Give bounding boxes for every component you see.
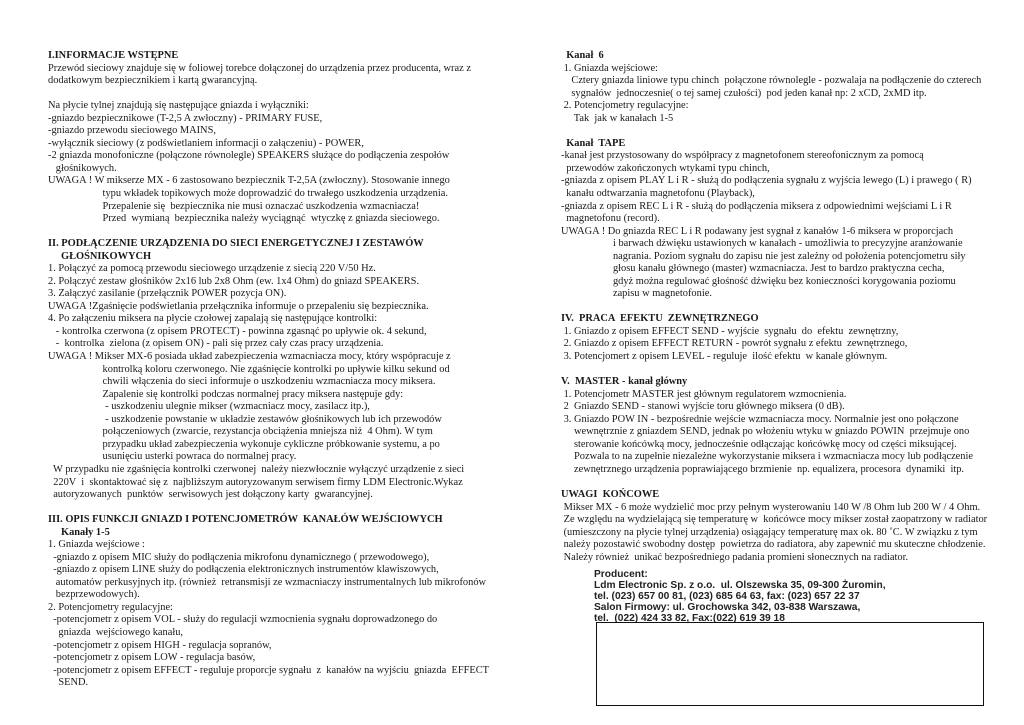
text-line: zapisu w magnetofonie. bbox=[561, 288, 712, 300]
text-line: Przewód sieciowy znajduje się w foliowej torebce dołączonej do urządzenia przez producenta, wraz z bbox=[48, 62, 471, 74]
text-line bbox=[561, 125, 1011, 138]
stamp-line: tel. (022) 424 33 82, Fax:(022) 619 39 18 bbox=[594, 612, 785, 624]
text-line: UWAGA ! Do gniazda REC L i R podawany jest sygnał z kanałów 1-6 miksera w proporcjach bbox=[561, 225, 954, 237]
right-column bbox=[561, 50, 1011, 564]
text-line: (umieszczony na płycie tylnej urządzenia) osiągający temperaturę max ok. 80 ˚C. W związku z tym bbox=[561, 526, 978, 538]
text-line: UWAGA ! Mikser MX-6 posiada układ zabezpieczenia wzmacniacza mocy, który wspópracuje z bbox=[48, 351, 451, 363]
text-line: 1. Gniazda wejściowe: bbox=[561, 62, 658, 74]
text-line bbox=[561, 301, 1011, 314]
text-line: 2. Połączyć zestaw głośników 2x16 lub 2x8 Ohm (ew. 1x4 Ohm) do gniazd SPEAKERS. bbox=[48, 275, 420, 287]
text-line: chwili włączenia do sieci informuje o uszkodzeniu wzmacniacza mocy miksera. bbox=[48, 376, 436, 388]
text-line bbox=[48, 226, 536, 239]
text-line: usunięciu usterki powraca do normalnej pracy. bbox=[48, 451, 297, 463]
stamp-line: Ldm Electronic Sp. z o.o. ul. Olszewska 35, 09-300 Żuromin, bbox=[594, 579, 886, 591]
text-line: -gniazdo bezpiecznikowe (T-2,5 A zwłoczny) - PRIMARY FUSE, bbox=[48, 112, 323, 124]
text-line: Należy również unikać bezpośredniego padania promieni słonecznych na radiator. bbox=[561, 551, 909, 563]
text-line: przypadku układ zabezpieczenia wykonuje cykliczne próbkowanie systemu, a po bbox=[48, 438, 440, 450]
text-line: 2. Potencjometry regulacyjne: bbox=[48, 601, 173, 613]
text-line: 2 Gniazdo SEND - stanowi wyjście toru głównego miksera (0 dB). bbox=[561, 401, 845, 413]
text-line: 3. Załączyć zasilanie (przełącznik POWER pozycja ON). bbox=[48, 288, 287, 300]
producer-stamp bbox=[594, 570, 970, 625]
section-heading: Kanał 6 bbox=[561, 50, 604, 61]
text-line: 1. Gniazdo z opisem EFFECT SEND - wyjście sygnału do efektu zewnętrzny, bbox=[561, 325, 899, 337]
text-line: nagrania. Poziom sygnału do zapisu nie jest zależny od położenia potencjometru siły bbox=[561, 250, 966, 262]
text-line: dodatkowym bezpiecznikiem i kartą gwarancyjną. bbox=[48, 75, 258, 87]
text-line bbox=[48, 88, 536, 101]
text-line: głosu kanału głównego (master) wzmacniacza. Jest to bardzo praktyczna cecha, bbox=[561, 263, 945, 275]
text-line: 220V i skontaktować się z najbliższym autoryzowanym serwisem firmy LDM Electronic.Wykaz bbox=[48, 476, 463, 488]
text-line: -potencjometr z opisem VOL - służy do regulacji wzmocnienia sygnału doprowadzonego do bbox=[48, 614, 438, 626]
text-line bbox=[48, 502, 536, 515]
text-line bbox=[561, 476, 1011, 489]
text-line: kanału odtwarzania magnetofonu (Playback), bbox=[561, 187, 755, 199]
text-line: połączeniowych (zwarcie, rezystancja obciążenia mniejsza niż 4 Ohm). W tym bbox=[48, 426, 433, 438]
stamp-line: tel. (023) 657 00 81, (023) 685 64 63, fax: (023) 657 22 37 bbox=[594, 590, 860, 602]
text-line: gdyż można regulować głośność dźwięku bez konieczności korygowania poziomu bbox=[561, 275, 956, 287]
text-line: Na płycie tylnej znajdują się następujące gniazda i wyłączniki: bbox=[48, 100, 309, 112]
text-line: -gniazda z opisem PLAY L i R - służą do podłączenia sygnału z wyjścia lewego (L) i prawego ( R) bbox=[561, 175, 972, 187]
text-line: magnetofonu (record). bbox=[561, 213, 660, 225]
text-line: UWAGA ! W mikserze MX - 6 zastosowano bezpiecznik T-2,5A (zwłoczny). Stosowanie innego bbox=[48, 175, 450, 187]
text-line: autoryzowanych punktów serwisowych jest dołączony karty gwarancyjnej. bbox=[48, 489, 373, 501]
section-heading: Kanał TAPE bbox=[561, 137, 626, 149]
text-line: -potencjometr z opisem LOW - regulacja basów, bbox=[48, 652, 256, 664]
text-line: kontrolką koloru czerwonego. Nie zgaśnięcie kontrolki po upływie kilku sekund od bbox=[48, 363, 450, 375]
section-heading: II. PODŁĄCZENIE URZĄDZENIA DO SIECI ENERGETYCZNEJ I ZESTAWÓW bbox=[48, 238, 424, 250]
text-line: - uszkodzenie powstanie w układzie zestawów głośnikowych lub ich przewodów bbox=[48, 413, 442, 425]
text-line: -gniazda z opisem REC L i R - służą do podłączenia miksera z odpowiednimi wejściami L i R bbox=[561, 200, 952, 212]
text-line: 1. Potencjometr MASTER jest głównym regulatorem wzmocnienia. bbox=[561, 388, 847, 400]
text-line: 2. Gniazdo z opisem EFFECT RETURN - powrót sygnału z efektu zewnętrznego, bbox=[561, 338, 908, 350]
section-heading: UWAGI KOŃCOWE bbox=[561, 488, 660, 500]
text-line: sygnałów jednoczesnie( o tej samej czułości) pod jeden kanał np: 2 xCD, 2xMD itp. bbox=[561, 87, 927, 99]
text-line: Cztery gniazda liniowe typu chinch połączone równolegle - pozwalaja na podłączenie do czterech bbox=[561, 75, 982, 87]
text-line: Przed wymianą bezpiecznika należy wyciągnąć wtyczkę z gniazda sieciowego. bbox=[48, 213, 440, 225]
text-line: - kontrolka zielona (z opisem ON) - pali się przez cały czas pracy urządzenia. bbox=[48, 338, 384, 350]
text-line: zewnętrznego urządzenia poprawiającego brzmienie np. equalizera, procesora dynamiki itp. bbox=[561, 463, 965, 475]
text-line: -kanał jest przystosowany do współpracy z magnetofonem stereofonicznym za pomocą bbox=[561, 150, 924, 162]
text-line: Zapalenie się kontrolki podczas normalnej pracy miksera następuje gdy: bbox=[48, 388, 404, 400]
text-line: 4. Po załączeniu miksera na płycie czołowej zapalają się następujące kontrolki: bbox=[48, 313, 378, 325]
text-line: -potencjometr z opisem HIGH - regulacja sopranów, bbox=[48, 639, 272, 651]
section-heading: V. MASTER - kanał główny bbox=[561, 376, 688, 388]
text-line: i barwach dźwięku ustawionych w kanałach - umożliwia to precyzyjne aranżowanie bbox=[561, 238, 963, 250]
left-column bbox=[48, 50, 536, 690]
text-line: Tak jak w kanałach 1-5 bbox=[561, 112, 674, 124]
text-line: Ze względu na wydzielającą się temperaturę w końcówce mocy mikser został zaopatrzony w radiator bbox=[561, 514, 988, 526]
text-line: -gniazdo z opisem LINE służy do podłączenia elektronicznych instrumentów klawiszowych, bbox=[48, 564, 439, 576]
text-line: Mikser MX - 6 może wydzielić moc przy pełnym wysterowaniu 140 W /8 Ohm lub 200 W / 4 Ohm. bbox=[561, 501, 981, 513]
text-line: -gniazdo przewodu sieciowego MAINS, bbox=[48, 125, 216, 137]
section-heading: GŁOŚNIKOWYCH bbox=[48, 250, 152, 262]
text-line: - kontrolka czerwona (z opisem PROTECT) - powinna zgasnąć po upływie ok. 4 sekund, bbox=[48, 325, 427, 337]
stamp-line: Salon Firmowy: ul. Grochowska 342, 03-838 Warszawa, bbox=[594, 601, 861, 613]
text-line bbox=[561, 364, 1011, 377]
blank-box bbox=[596, 622, 984, 706]
text-line: 1. Połączyć za pomocą przewodu sieciowego urządzenie z siecią 220 V/50 Hz. bbox=[48, 263, 376, 275]
text-line: SEND. bbox=[48, 677, 89, 689]
section-heading: I.INFORMACJE WSTĘPNE bbox=[48, 50, 179, 61]
section-heading: IV. PRACA EFEKTU ZEWNĘTRZNEGO bbox=[561, 313, 759, 325]
stamp-line: Producent: bbox=[594, 569, 648, 580]
text-line: typu wkładek topikowych może doprowadzić do trwałego uszkodzenia urządzenia. bbox=[48, 187, 448, 199]
section-heading: Kanały 1-5 bbox=[48, 526, 110, 538]
text-line: Przepalenie się bezpiecznika nie musi oznaczać uszkodzenia wzmacniacza! bbox=[48, 200, 420, 212]
text-line: 3. Gniazdo POW IN - bezpośrednie wejście wzmacniacza mocy. Normalnie jest ono połączone bbox=[561, 413, 959, 425]
text-line: -wyłącznik sieciowy (z podświetlaniem informacji o załączeniu) - POWER, bbox=[48, 137, 364, 149]
text-line: UWAGA !Zgaśnięcie podświetlania przełącznika informuje o przepaleniu się bezpiecznika. bbox=[48, 300, 429, 312]
text-line: głośnikowych. bbox=[48, 162, 117, 174]
text-line: bezprzewodowych). bbox=[48, 589, 140, 601]
text-line: 2. Potencjometry regulacyjne: bbox=[561, 100, 689, 112]
section-heading: III. OPIS FUNKCJI GNIAZD I POTENCJOMETRÓW KANAŁÓW WEJŚCIOWYCH bbox=[48, 514, 443, 526]
text-line: -2 gniazda monofoniczne (połączone równolegle) SPEAKERS służące do podłączenia zespołów bbox=[48, 150, 450, 162]
text-line: 1. Gniazda wejściowe : bbox=[48, 539, 145, 551]
text-line: gniazda wejściowego kanału, bbox=[48, 627, 184, 639]
text-line: Pozwala to na zupełnie niezależne wykorzystanie miksera i wzmacniacza mocy lub podłączenie bbox=[561, 451, 973, 463]
text-line: wewnętrznie z gniazdem SEND, jednak po włożeniu wtyku w gniazdo POWIN przejmuje ono bbox=[561, 426, 970, 438]
text-line: - uszkodzeniu ulegnie mikser (wzmacniacz mocy, zasilacz itp.), bbox=[48, 401, 370, 413]
text-line: należy pozostawić swobodny dostęp powietrza do radiatora, aby zapewnić mu skuteczne chłodzenie. bbox=[561, 539, 986, 551]
text-line: -gniazdo z opisem MIC służy do podłączenia mikrofonu dynamicznego ( przewodowego), bbox=[48, 551, 430, 563]
text-line: automatów perkusyjnych itp. (również retransmisji ze wzmacniaczy instrumentalnych lub mikrofonów bbox=[48, 576, 487, 588]
text-line: 3. Potencjomert z opisem LEVEL - reguluje ilość efektu w kanale głównym. bbox=[561, 351, 888, 363]
text-line: sterowanie końcówką mocy, jednocześnie odłączając końcówkę mocy od części miksującej. bbox=[561, 438, 957, 450]
text-line: W przypadku nie zgaśnięcia kontrolki czerwonej należy niezwłocznie wyłączyć urządzenie z sieci bbox=[48, 463, 465, 475]
text-line: przewodów zakończonych wtykami typu chinch, bbox=[561, 162, 770, 174]
text-line: -potencjometr z opisem EFFECT - reguluje proporcje sygnału z kanałów na wyjściu gniazda EFFECT bbox=[48, 664, 490, 676]
